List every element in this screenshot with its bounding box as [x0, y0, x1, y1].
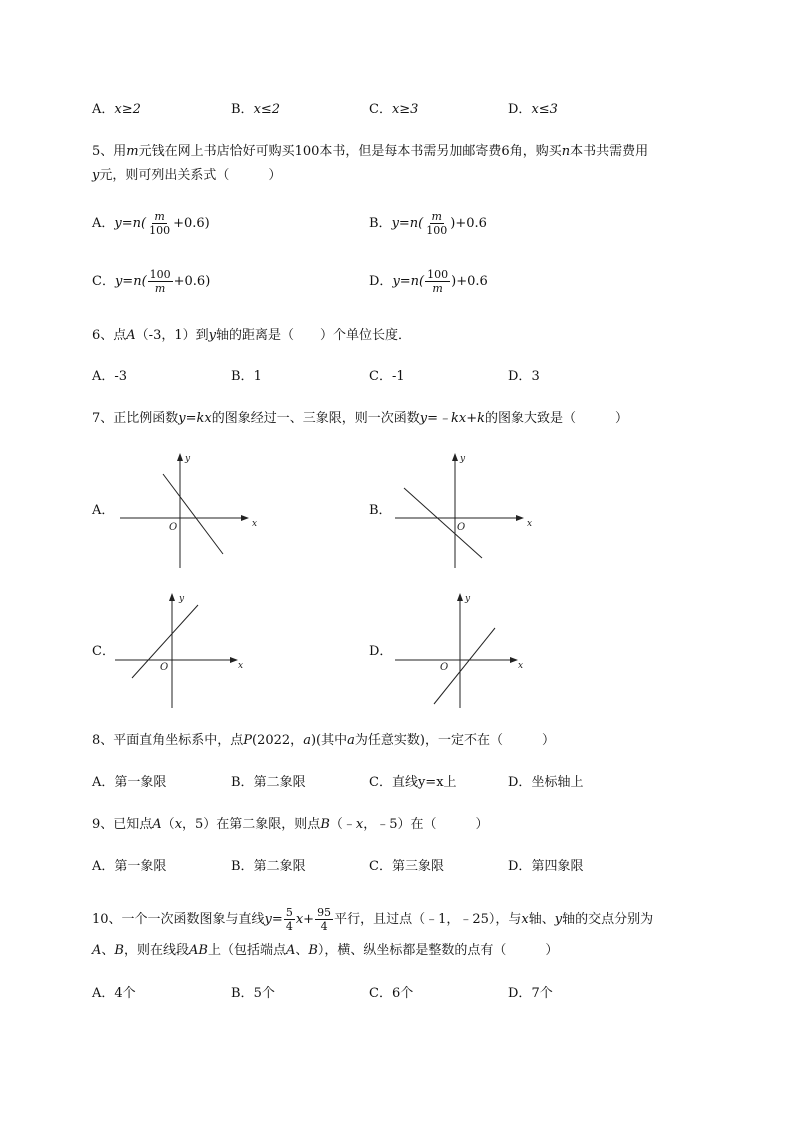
q4-option-b [231, 101, 280, 119]
numerator: 100 [149, 268, 171, 281]
y-axis-label: y [465, 594, 471, 604]
q7-graph-a [115, 450, 258, 570]
q5-stem-line1 [92, 143, 648, 161]
option-letter: B． [231, 102, 254, 117]
q5-option-b [369, 210, 487, 237]
var-B: B [320, 817, 330, 832]
option-letter: C． [369, 369, 392, 384]
text: = [271, 912, 283, 927]
option-text: x≥3 [391, 102, 419, 117]
q7-graph-c [110, 590, 250, 710]
origin-label: O [160, 662, 169, 673]
numerator: m [154, 210, 165, 223]
y-arrow [177, 453, 183, 461]
text: 、 [101, 943, 115, 958]
formula-rhs: )+0.6 [450, 216, 487, 231]
q7-graph-b [390, 450, 533, 570]
var-a: a [347, 733, 355, 748]
text: 上（包括端点 [207, 943, 286, 958]
x-axis-label: x [518, 661, 524, 671]
q5-option-d [369, 268, 488, 295]
x-arrow [230, 657, 238, 663]
graph-a-svg [115, 450, 258, 570]
option-letter: C． [369, 102, 392, 117]
graph-d-svg [390, 590, 530, 710]
fraction [284, 906, 295, 933]
formula-lhs: y=n( [114, 216, 147, 231]
option-text: 3 [531, 369, 540, 384]
y-axis-label: y [185, 454, 191, 464]
x-axis-label: x [527, 519, 533, 529]
q4-option-d [508, 101, 558, 119]
q10-stem-line2 [92, 942, 558, 960]
denominator: m [432, 282, 443, 295]
option-text: 1 [253, 369, 262, 384]
denominator: 100 [149, 224, 171, 237]
text: 的图象经过一、三象限，则一次函数 [211, 411, 420, 426]
option-letter: B． [369, 216, 392, 231]
fraction [425, 268, 450, 295]
var-AB: AB [188, 943, 208, 958]
formula-rhs: )+0.6 [451, 274, 488, 289]
var-y: y [208, 328, 216, 343]
var-x: x [295, 912, 304, 927]
option-letter: D． [369, 274, 393, 289]
q5-option-a [92, 210, 210, 237]
text: 的图象大致是（ ） [484, 411, 628, 426]
option-text: 6个 [391, 986, 414, 1001]
var-A: A [92, 943, 102, 958]
option-letter: A． [92, 775, 115, 790]
numerator: m [431, 210, 442, 223]
numerator: 95 [317, 906, 332, 919]
q8-option-a [92, 774, 166, 792]
function-line [404, 488, 482, 558]
option-letter: A． [92, 216, 115, 231]
option-text: 7个 [531, 986, 553, 1001]
text: 5、用 [92, 144, 127, 159]
text: （﹣ [329, 817, 356, 832]
numerator: 100 [427, 268, 449, 281]
formula-lhs: y=n( [392, 274, 425, 289]
option-letter: A． [92, 102, 115, 117]
q7-option-d-letter: D． [369, 644, 393, 659]
text: 平行，且过点（﹣1，﹣25），与 [334, 912, 522, 927]
formula: y=﹣kx+k [419, 411, 485, 426]
option-text: 坐标轴上 [531, 775, 584, 790]
option-letter: B． [231, 775, 254, 790]
option-text: x≤2 [253, 102, 281, 117]
text: ），横、纵坐标都是整数的点有（ ） [317, 943, 559, 958]
x-arrow [510, 657, 518, 663]
q6-option-c [369, 368, 405, 386]
origin-label: O [440, 662, 449, 673]
q4-option-a [92, 101, 141, 119]
option-letter: C． [369, 775, 392, 790]
text: 元钱在网上书店恰好可购买100本书，但是每本书需另加邮寄费6角，购买 [138, 144, 562, 159]
graph-c-svg [110, 590, 250, 710]
option-letter: D． [508, 859, 532, 874]
option-letter: D． [508, 102, 532, 117]
fraction [315, 906, 333, 933]
denominator: 100 [426, 224, 448, 237]
option-letter: B． [231, 859, 254, 874]
q8-option-c [369, 774, 457, 792]
text: 轴的交点分别为 [562, 912, 654, 927]
q9-option-d [508, 858, 583, 876]
y-arrow [452, 453, 458, 461]
var-a: a [303, 733, 311, 748]
fraction [424, 210, 449, 237]
option-letter: D． [508, 986, 532, 1001]
denominator: 4 [320, 920, 328, 933]
option-text: -3 [114, 369, 128, 384]
formula: y=kx [178, 411, 212, 426]
var-y: y [264, 912, 272, 927]
formula-rhs: +0.6) [173, 216, 210, 231]
y-axis-label: y [460, 454, 466, 464]
var-A: A [126, 328, 136, 343]
q10-option-a [92, 985, 136, 1003]
option-text: 第二象限 [253, 859, 306, 874]
q9-option-a [92, 858, 166, 876]
option-text: 第一象限 [114, 859, 167, 874]
x-axis-label: x [252, 519, 258, 529]
text: ，﹣5）在（ ） [363, 817, 489, 832]
var-A: A [285, 943, 296, 958]
var-n: n [561, 144, 571, 159]
origin-label: O [457, 522, 466, 533]
option-letter: C． [369, 986, 392, 1001]
q10-option-b [231, 985, 275, 1003]
graph-b-svg [390, 450, 533, 570]
formula-lhs: y=n( [391, 216, 424, 231]
function-line [163, 474, 223, 554]
fraction [148, 268, 173, 295]
q6-option-d [508, 368, 540, 386]
q9-stem [92, 816, 489, 834]
y-arrow [457, 593, 463, 601]
q7-stem [92, 410, 628, 428]
option-letter: D． [508, 775, 532, 790]
y-axis-label: y [179, 594, 185, 604]
q7-option-b-letter: B． [369, 503, 392, 518]
option-text: 第一象限 [114, 775, 167, 790]
text: 8、平面直角坐标系中，点 [92, 733, 244, 748]
var-m: m [126, 144, 139, 159]
var-A: A [152, 817, 162, 832]
text: 本书共需费用 [570, 144, 649, 159]
fraction [147, 210, 172, 237]
option-text: 5个 [253, 986, 275, 1001]
text: 10、一个一次函数图象与直线 [92, 912, 265, 927]
option-text: x≥2 [114, 102, 141, 117]
var-P: P [243, 733, 253, 748]
text: )(其中 [310, 733, 348, 748]
y-arrow [169, 593, 175, 601]
q10-option-d [508, 985, 553, 1003]
var-y: y [554, 912, 563, 927]
denominator: m [154, 282, 166, 295]
text: ，5）在第二象限，则点 [182, 817, 321, 832]
text: + [303, 912, 315, 927]
q6-option-a [92, 368, 127, 386]
q7-option-a-letter: A． [92, 503, 115, 518]
text: 元，则可列出关系式（ ） [99, 168, 282, 183]
q10-option-c [369, 985, 413, 1003]
denominator: 4 [285, 920, 293, 933]
option-text: 第四象限 [531, 859, 584, 874]
var-y: y [92, 168, 100, 183]
text: 为任意实数)，一定不在（ ） [354, 733, 555, 748]
text: 7、正比例函数 [92, 411, 179, 426]
text: 、 [295, 943, 309, 958]
option-letter: D． [508, 369, 532, 384]
option-letter: B． [231, 986, 254, 1001]
x-axis-label: x [238, 661, 244, 671]
x-arrow [241, 515, 249, 521]
var-x: x [521, 912, 529, 927]
option-letter: A． [92, 986, 115, 1001]
q8-stem [92, 732, 555, 750]
formula-lhs: y=n( [114, 274, 147, 289]
q8-option-b [231, 774, 306, 792]
var-B: B [114, 943, 124, 958]
q5-stem-line2 [92, 167, 281, 185]
q10-stem-line1 [92, 906, 653, 933]
x-arrow [516, 515, 524, 521]
option-text: 第三象限 [391, 859, 444, 874]
option-letter: B． [231, 369, 254, 384]
q6-option-b [231, 368, 262, 386]
q6-stem [92, 327, 411, 345]
option-letter: C． [92, 274, 115, 289]
text: （-3，1）到 [135, 328, 209, 343]
option-text: -1 [391, 369, 405, 384]
numerator: 5 [285, 906, 293, 919]
q4-option-c [369, 101, 418, 119]
text: (2022， [252, 733, 304, 748]
origin-label: O [169, 522, 178, 533]
option-text: 直线y=x上 [391, 775, 457, 790]
q8-option-d [508, 774, 583, 792]
text: 轴、 [528, 912, 555, 927]
option-text: 第二象限 [253, 775, 306, 790]
text: 9、已知点 [92, 817, 153, 832]
text: 轴的距离是（ ）个单位长度． [215, 328, 411, 343]
q7-graph-d [390, 590, 530, 710]
text: ，则在线段 [123, 943, 189, 958]
var-x: x [174, 817, 183, 832]
text: 6、点 [92, 328, 127, 343]
option-text: 4个 [114, 986, 136, 1001]
option-letter: A． [92, 859, 115, 874]
text: （ [161, 817, 175, 832]
option-text: x≤3 [531, 102, 558, 117]
var-B: B [308, 943, 318, 958]
q9-option-b [231, 858, 306, 876]
var-x: x [355, 817, 364, 832]
q7-option-c-letter: C． [92, 644, 115, 659]
q5-option-c [92, 268, 210, 295]
option-letter: A． [92, 369, 115, 384]
formula-rhs: +0.6) [173, 274, 211, 289]
q9-option-c [369, 858, 444, 876]
option-letter: C． [369, 859, 392, 874]
